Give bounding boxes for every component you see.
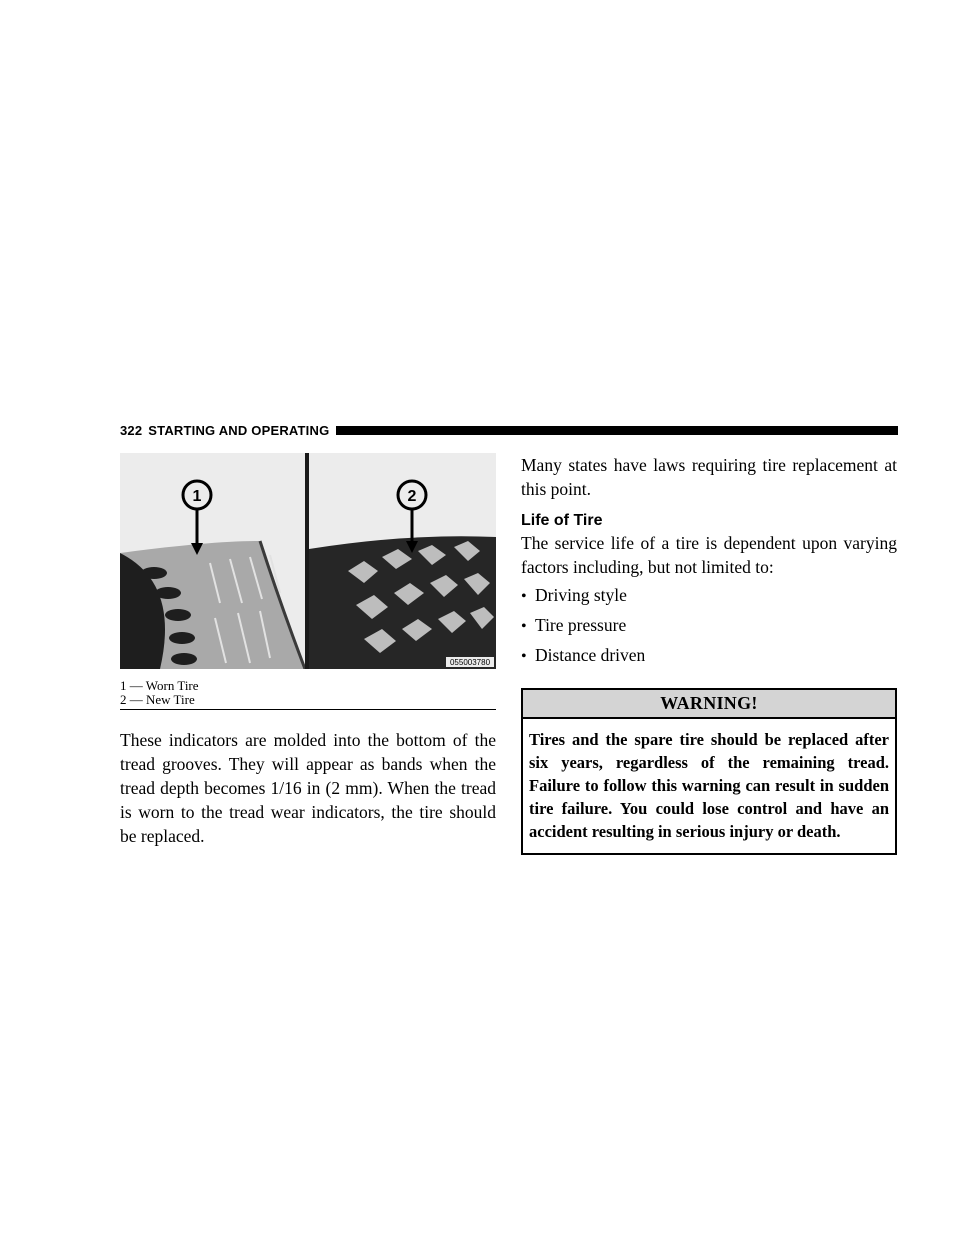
service-life-paragraph: The service life of a tire is dependent upon varying factors including, but not limited to: — [521, 533, 897, 577]
callout-2: 2 — [407, 488, 417, 505]
callout-1: 1 — [192, 488, 202, 505]
warning-text: Tires and the spare tire should be replaced after six years, regardless of the remaining tread. Failure to follow this warning can result in sudden tire failure. You could lose control and have an accident resulting in serious injury or death. — [529, 730, 889, 841]
caption-worn-tire: 1 — Worn Tire — [120, 678, 199, 693]
left-column — [120, 453, 496, 866]
section-title: STARTING AND OPERATING — [148, 422, 330, 438]
figure-caption — [120, 669, 496, 710]
intro-paragraph: Many states have laws requiring tire replacement at this point. — [521, 455, 897, 499]
bullet-icon: • — [521, 618, 527, 635]
list-item-text: Distance driven — [535, 645, 646, 665]
list-item — [521, 641, 897, 671]
life-of-tire-heading: Life of Tire — [521, 512, 603, 529]
warning-box — [521, 688, 897, 855]
tire-tread-illustration — [120, 453, 496, 669]
factors-list — [521, 581, 897, 671]
list-item-text: Driving style — [535, 585, 627, 605]
caption-new-tire: 2 — New Tire — [120, 692, 195, 707]
list-item — [521, 611, 897, 641]
image-code: 055003780 — [449, 658, 491, 667]
warning-title: WARNING! — [523, 690, 895, 719]
right-column — [521, 453, 897, 855]
page-header — [120, 420, 898, 440]
list-item — [521, 581, 897, 611]
page-number: 322 — [120, 422, 143, 438]
header-rule — [336, 426, 898, 435]
bullet-icon: • — [521, 588, 527, 605]
tread-indicator-paragraph: These indicators are molded into the bottom of the tread grooves. They will appear as bands when the tread depth becomes 1/16 in (2 mm). When the tread is worn to the tread wear indicators, the tire should be replaced. — [120, 730, 496, 846]
bullet-icon: • — [521, 648, 527, 665]
list-item-text: Tire pressure — [535, 615, 627, 635]
